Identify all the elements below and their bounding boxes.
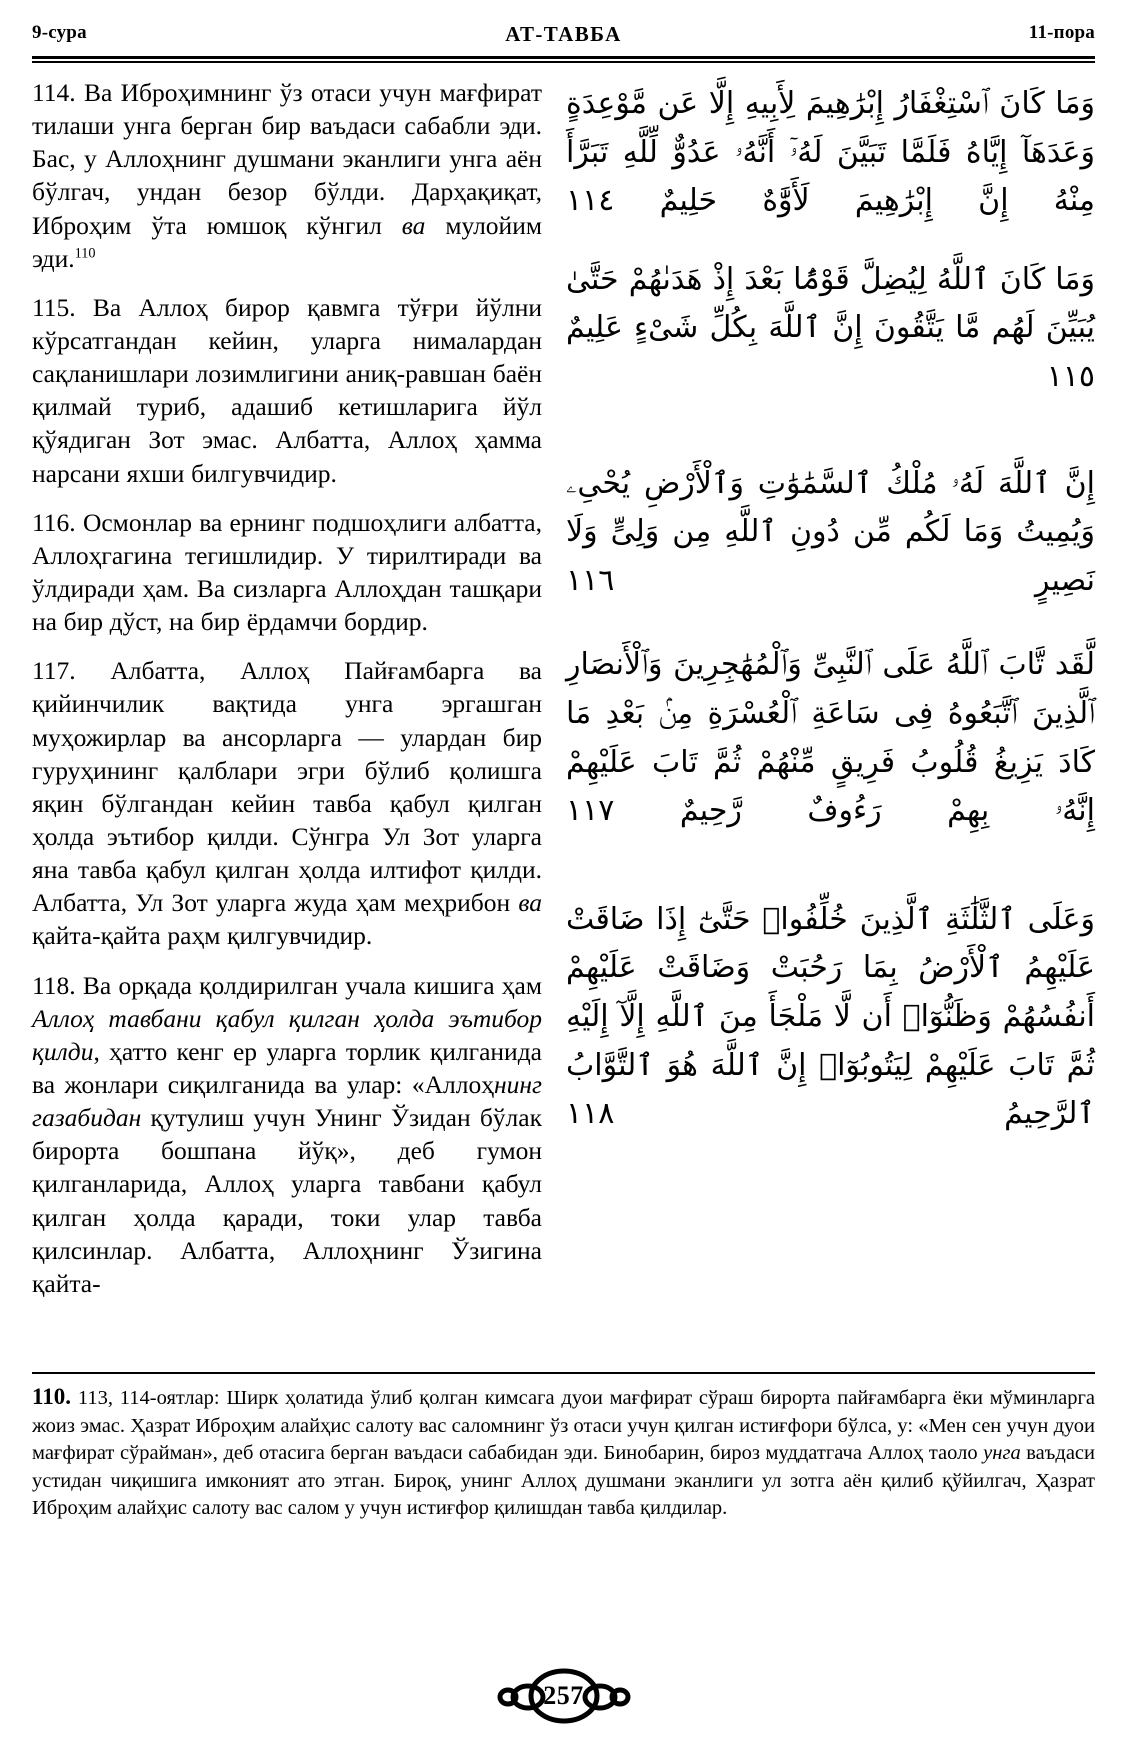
footnote-110: 110. 113, 114-оятлар: Ширк ҳолатида ўлиб қолган кимсага дуои мағфират сўраш бирорта пайғамбарга ёки мўминларга жоиз эмас. Ҳазрат Иброҳим алайҳис салоту вас саломнинг ўз отаси учун қилган истиғфори бўлса, у: «Мен сен учун дуои мағфират сўрайман», деб отасига берган ваъдаси сабабидан эди. Бинобарин, бироз муддатгача Аллоҳ таоло унга ваъдаси устидан чиқишига имконият ато этган. Бироқ, унинг Аллоҳ душмани эканлиги ул зотга аён қилиб қўйилгач, Ҳазрат Иброҳим алайҳис салоту вас салом у учун истиғфор қилишдан тавба қилдилар. bbox=[32, 1384, 1095, 1520]
verse-114: 114. Ва Иброҳимнинг ўз отаси учун мағфират тилаши унга берган бир ваъдаси сабабли эди. Бас, у Аллоҳнинг душмани эканлиги унга аён бўлгач, ундан безор бўлди. Дарҳақиқат, Иброҳим ўта юмшоқ кўнгил ва мулойим эди.$^{110}$ bbox=[32, 78, 542, 273]
arabic-verse-116: إِنَّ ٱللَّهَ لَهُۥ مُلْكُ ٱلسَّمَٰوَٰتِ وَٱلْأَرْضِ يُحْىِۦ وَيُمِيتُ وَمَا لَكُم مِّن دُونِ ٱللَّهِ مِن وَلِىٍّ وَلَا نَصِيرٍ ١١٦ bbox=[566, 465, 1095, 598]
header-sura-label: 9-сура bbox=[32, 22, 87, 43]
arabic-verse-117: لَّقَد تَّابَ ٱللَّهُ عَلَى ٱلنَّبِىِّ وَٱلْمُهَٰجِرِينَ وَٱلْأَنصَارِ ٱلَّذِينَ ٱتَّبَعُوهُ فِى سَاعَةِ ٱلْعُسْرَةِ مِنۢ بَعْدِ مَا كَادَ يَزِيغُ قُلُوبُ فَرِيقٍ مِّنْهُمْ ثُمَّ تَابَ عَلَيْهِمْ إِنَّهُۥ بِهِمْ رَءُوفٌ رَّحِيمٌ ١١٧ bbox=[566, 647, 1095, 829]
page-number-area bbox=[0, 1668, 1127, 1724]
verse-118: 118. Ва орқада қолдирилган учала кишига ҳам Аллоҳ тавбани қабул қилган ҳолда эътибор қилди, ҳатто кенг ер уларга торлик қилганида ва жонлари сиқилганида ва улар: «Аллоҳнинг газабидан қутулиш учун Унинг Ўзидан бўлак бирорта бошпана йўқ», деб гумон қилганларида, Аллоҳ уларга тавбани қабул қилган ҳолда қаради, токи улар тавба қилсинлар. Албатта, Аллоҳнинг Ўзигина қайта- bbox=[32, 970, 542, 1298]
header-divider-rule bbox=[32, 56, 1095, 63]
arabic-verse-118: وَعَلَى ٱلثَّلَٰثَةِ ٱلَّذِينَ خُلِّفُوا۟ حَتَّىٰٓ إِذَا ضَاقَتْ عَلَيْهِمُ ٱلْأَرْضُ بِمَا رَحُبَتْ وَضَاقَتْ عَلَيْهِمْ أَنفُسُهُمْ وَظَنُّوٓا۟ أَن لَّا مَلْجَأَ مِنَ ٱللَّهِ إِلَّآ إِلَيْهِ ثُمَّ تَابَ عَلَيْهِمْ لِيَتُوبُوٓا۟ إِنَّ ٱللَّهَ هُوَ ٱلتَّوَّابُ ٱلرَّحِيمُ ١١٨ bbox=[566, 901, 1095, 1132]
header-juz-label: 11-пора bbox=[1028, 22, 1095, 43]
arabic-column bbox=[566, 76, 1095, 1354]
translation-column bbox=[32, 76, 542, 1354]
verse-116: 116. Осмонлар ва ернинг подшоҳлиги албатта, Аллоҳгагина тегишлидир. У тирилтиради ва ўлдиради ҳам. Ва сизларга Аллоҳдан ташқари на бир дўст, на бир ёрдамчи бордир. bbox=[32, 507, 542, 637]
header-sura-name: АТ-ТАВБА bbox=[505, 22, 622, 46]
body-columns bbox=[32, 76, 1095, 1354]
page-number-ornament bbox=[479, 1668, 649, 1724]
arabic-verse-115: وَمَا كَانَ ٱللَّهُ لِيُضِلَّ قَوْمًۢا بَعْدَ إِذْ هَدَىٰهُمْ حَتَّىٰ يُبَيِّنَ لَهُم مَّا يَتَّقُونَ إِنَّ ٱللَّهَ بِكُلِّ شَىْءٍ عَلِيمٌ ١١٥ bbox=[566, 261, 1095, 394]
page-number: 257 bbox=[543, 1681, 584, 1710]
verse-115: 115. Ва Аллоҳ бирор қавмга тўғри йўлни кўрсатгандан кейин, уларга нималардан сақланишлари лозимлигини аниқ-равшан баён қилмай туриб, адашиб кетишларига йўл қўядиган Зот эмас. Албатта, Аллоҳ ҳамма нарсани яхши билгувчидир. bbox=[32, 292, 542, 488]
running-header bbox=[32, 22, 1095, 52]
arabic-verse-114: وَمَا كَانَ ٱسْتِغْفَارُ إِبْرَٰهِيمَ لِأَبِيهِ إِلَّا عَن مَّوْعِدَةٍ وَعَدَهَآ إِيَّاهُ فَلَمَّا تَبَيَّنَ لَهُۥٓ أَنَّهُۥ عَدُوٌّ لِّلَّهِ تَبَرَّأَ مِنْهُ إِنَّ إِبْرَٰهِيمَ لَأَوَّٰهٌ حَلِيمٌ ١١٤ bbox=[566, 86, 1095, 219]
footnote-divider-rule bbox=[32, 1372, 1095, 1374]
verse-117: 117. Албатта, Аллоҳ Пайғамбарга ва қийинчилик вақтида унга эргашган муҳожирлар ва ансорларга — улардан бир гуруҳининг қалблари эгри бўлиб қолишга яқин бўлгандан кейин тавба қабул қилган ҳолда эътибор қилди. Сўнгра Ул Зот уларга яна тавба қабул қилган ҳолда илтифот қилди. Албатта, Ул Зот уларга жуда ҳам меҳрибон ва қайта-қайта раҳм қилгувчидир. bbox=[32, 656, 542, 951]
